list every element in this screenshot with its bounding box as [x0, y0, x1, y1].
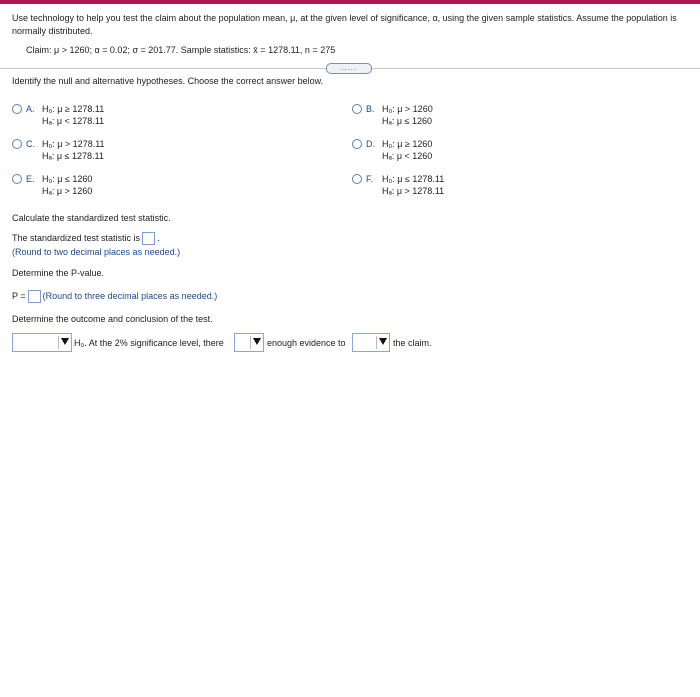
test-statistic-input[interactable] [142, 232, 155, 245]
test-statistic-hint: (Round to two decimal places as needed.) [12, 247, 181, 257]
question-intro: Use technology to help you test the claim about the population mean, μ, at the given level of significance, α, using the given sample statistics. Assume the population is normally distributed. [12, 13, 677, 36]
option-letter: E. [26, 174, 35, 184]
null-hypothesis: H₀: μ > 1260 [382, 104, 433, 114]
conclusion-text-3: the claim. [393, 338, 432, 348]
evidence-dropdown[interactable] [234, 333, 264, 352]
alt-hypothesis: Hₐ: μ < 1278.11 [42, 116, 105, 126]
option-letter: D. [366, 139, 375, 149]
test-statistic-label: The standardized test statistic is [12, 232, 141, 243]
radio-b[interactable] [352, 104, 362, 114]
radio-d[interactable] [352, 139, 362, 149]
option-letter: C. [26, 139, 35, 149]
conclusion-text-1: H₀. At the 2% significance level, there [74, 338, 224, 348]
dropdown-separator [58, 336, 59, 349]
alt-hypothesis: Hₐ: μ > 1260 [42, 186, 93, 196]
conclusion-text-2: enough evidence to [267, 338, 346, 348]
hypotheses-instruction: Identify the null and alternative hypotheses. Choose the correct answer below. [12, 76, 324, 86]
option-letter: A. [26, 104, 35, 114]
test-statistic-row: The standardized test statistic is . [12, 232, 160, 245]
pvalue-row [12, 290, 217, 303]
test-statistic-question: Calculate the standardized test statistic. [12, 213, 171, 223]
alt-hypothesis: Hₐ: μ ≤ 1278.11 [42, 151, 104, 161]
null-hypothesis: H₀: μ ≤ 1278.11 [382, 174, 445, 184]
dropdown-separator [376, 336, 377, 349]
alt-hypothesis: Hₐ: μ ≤ 1260 [382, 116, 432, 126]
claim-action-dropdown[interactable] [352, 333, 390, 352]
dropdown-arrow-icon [253, 338, 261, 345]
dropdown-separator [250, 336, 251, 349]
expand-more-button[interactable]: ..... [326, 63, 372, 74]
dropdown-arrow-icon [379, 338, 387, 345]
null-hypothesis: H₀: μ > 1278.11 [42, 139, 105, 149]
null-hypothesis: H₀: μ ≥ 1278.11 [42, 104, 105, 114]
pvalue-input[interactable] [28, 290, 41, 303]
option-letter: F. [366, 174, 374, 184]
null-hypothesis: H₀: μ ≥ 1260 [382, 139, 433, 149]
radio-f[interactable] [352, 174, 362, 184]
claim-statement: Claim: μ > 1260; α = 0.02; σ = 201.77. Sample statistics: x̄ = 1278.11, n = 275 [26, 45, 336, 55]
null-hypothesis: H₀: μ ≤ 1260 [42, 174, 93, 184]
pvalue-label: P = [12, 290, 26, 301]
pvalue-question: Determine the P-value. [12, 268, 105, 278]
radio-c[interactable] [12, 139, 22, 149]
radio-a[interactable] [12, 104, 22, 114]
dropdown-arrow-icon [61, 338, 69, 345]
radio-e[interactable] [12, 174, 22, 184]
conclusion-question: Determine the outcome and conclusion of the test. [12, 314, 213, 324]
top-accent-bar [0, 0, 700, 4]
pvalue-hint: (Round to three decimal places as needed.) [42, 290, 218, 301]
decision-dropdown[interactable] [12, 333, 72, 352]
option-letter: B. [366, 104, 375, 114]
alt-hypothesis: Hₐ: μ > 1278.11 [382, 186, 445, 196]
alt-hypothesis: Hₐ: μ < 1260 [382, 151, 433, 161]
